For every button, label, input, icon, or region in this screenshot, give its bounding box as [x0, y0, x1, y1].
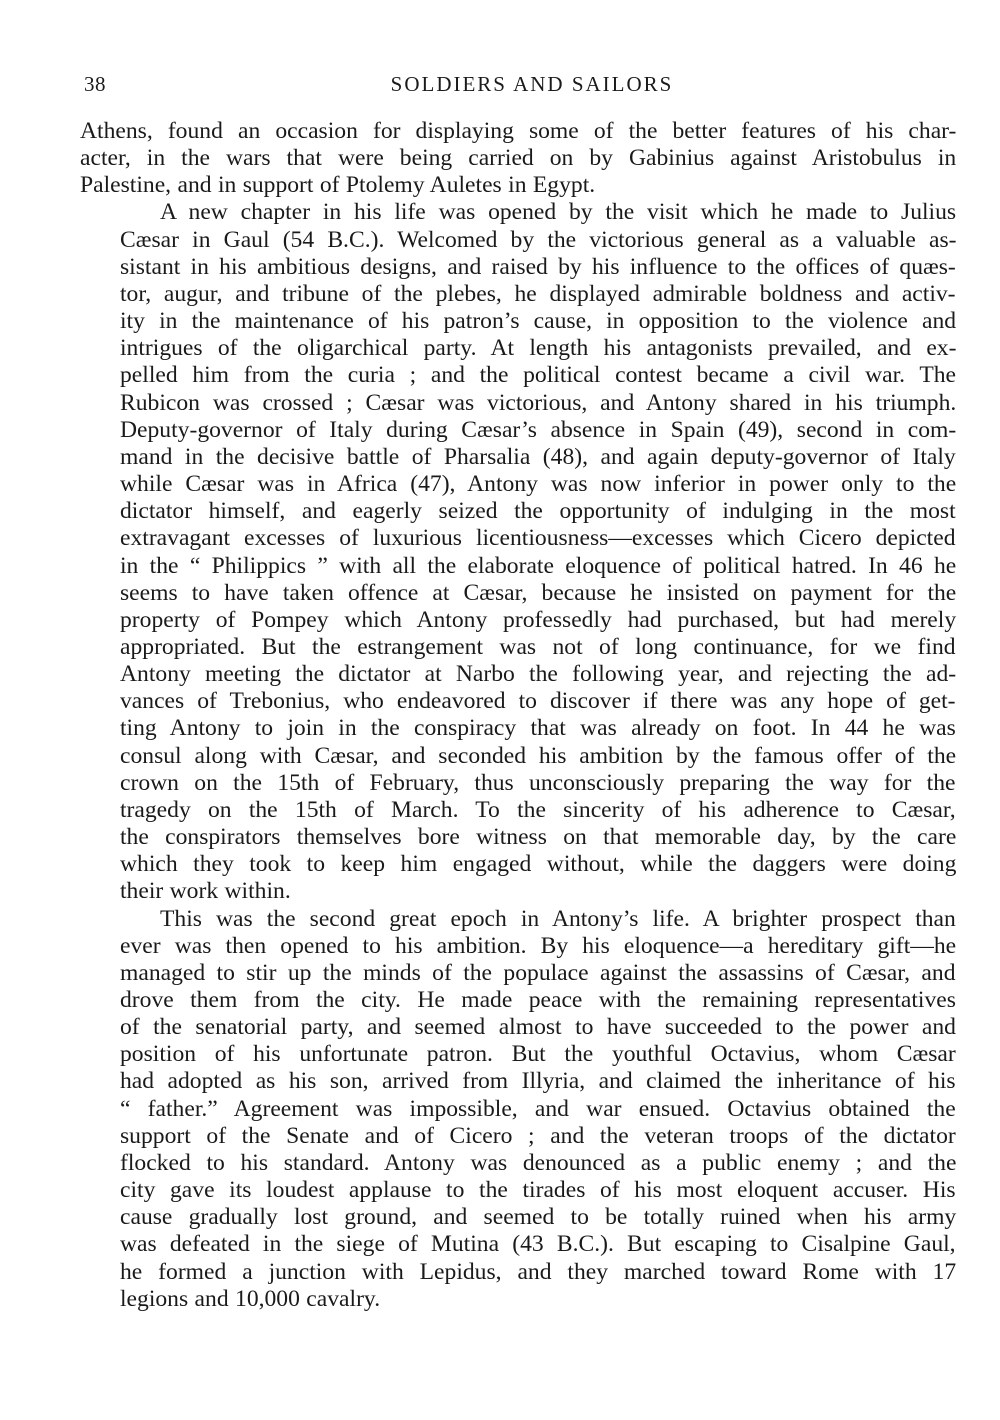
text-line: which they took to keep him engaged without, while the daggers were doing — [120, 851, 957, 878]
text-line: appropriated. But the estrangement was not of long continuance, for we find — [120, 633, 956, 660]
text-line: while Cæsar was in Africa (47), Antony was now inferior in power only to the — [120, 471, 957, 498]
text-line: tor, augur, and tribune of the plebes, he displayed admirable boldness and activ- — [120, 280, 956, 307]
text-line: mand in the decisive battle of Pharsalia (48), and again deputy-governor of Italy — [120, 443, 956, 470]
text-line: consul along with Cæsar, and seconded his ambition by the famous offer of the — [120, 742, 957, 769]
text-line: drove them from the city. He made peace with the remaining representatives — [120, 987, 956, 1013]
running-head — [84, 72, 956, 102]
text-line: of the senatorial party, and seemed almost to have succeeded to the power and — [120, 1014, 956, 1041]
text-line: city gave its loudest applause to the tirades of his most eloquent accuser. His — [120, 1177, 956, 1204]
text-line: legions and 10,000 cavalry. — [120, 1285, 381, 1312]
text-line: managed to stir up the minds of the populace against the assassins of Cæsar, and — [120, 959, 956, 986]
text-line: tragedy on the 15th of March. To the sincerity of his adherence to Cæsar, — [120, 796, 956, 823]
text-line: Rubicon was crossed ; Cæsar was victorious, and Antony shared in his triumph. — [120, 389, 957, 416]
text-line: ever was then opened to his ambition. By his eloquence—a hereditary gift—he — [120, 932, 957, 959]
text-line: crown on the 15th of February, thus unconsciously preparing the way for the — [120, 769, 956, 796]
text-line: the conspirators themselves bore witness on that memorable day, by the care — [120, 824, 957, 851]
text-line: cause gradually lost ground, and seemed to be totally ruined when his army — [120, 1204, 957, 1231]
text-line: Palestine, and in support of Ptolemy Auletes in Egypt. — [80, 172, 596, 199]
text-line: position of his unfortunate patron. But the youthful Octavius, whom Cæsar — [120, 1041, 956, 1068]
text-line: vances of Trebonius, who endeavored to discover if there was any hope of get- — [120, 688, 956, 715]
text-line: their work within. — [120, 878, 291, 905]
paragraph-2 — [80, 199, 956, 905]
text-line: seems to have taken offence at Cæsar, because he insisted on payment for the — [120, 579, 957, 606]
text-line: was defeated in the siege of Mutina (43 B.C.). But escaping to Cisalpine Gaul, — [120, 1231, 956, 1258]
text-line: support of the Senate and of Cicero ; and the veteran troops of the dictator — [120, 1122, 956, 1149]
text-line: ting Antony to join in the conspiracy that was already on foot. In 44 he was — [120, 715, 956, 742]
text-line: he formed a junction with Lepidus, and they marched toward Rome with 17 — [120, 1258, 957, 1285]
text-line: had adopted as his son, arrived from Illyria, and claimed the inheritance of his — [120, 1068, 956, 1095]
text-line: Deputy-governor of Italy during Cæsar’s absence in Spain (49), second in com- — [120, 416, 957, 443]
text-line: Cæsar in Gaul (54 B.C.). Welcomed by the victorious general as a valuable as- — [120, 226, 957, 253]
running-title: SOLDIERS AND SAILORS — [390, 72, 674, 96]
text-line: dictator himself, and eagerly seized the opportunity of indulging in the most — [120, 498, 956, 525]
text-line: “ father.” Agreement was impossible, and war ensued. Octavius obtained the — [120, 1095, 956, 1122]
text-line: pelled him from the curia ; and the political contest became a civil war. The — [120, 362, 957, 389]
text-line: acter, in the wars that were being carried on by Gabinius against Aristobulus in — [80, 145, 957, 172]
text-line: intrigues of the oligarchical party. At length his antagonists prevailed, and ex- — [120, 335, 957, 362]
text-line: Athens, found an occasion for displaying some of the better features of his char- — [80, 118, 957, 144]
text-line: This was the second great epoch in Antony’s life. A brighter prospect than — [160, 905, 956, 932]
text-line: ity in the maintenance of his patron’s cause, in opposition to the violence and — [120, 308, 957, 335]
text-line: extravagant excesses of luxurious licentiousness—excesses which Cicero depicted — [120, 525, 956, 552]
body-text — [80, 118, 956, 1313]
paragraph-3 — [80, 906, 956, 1313]
text-line: property of Pompey which Antony professedly had purchased, but had merely — [120, 606, 957, 633]
text-line: sistant in his ambitious designs, and raised by his influence to the offices of quæs- — [120, 253, 956, 280]
text-line: flocked to his standard. Antony was denounced as a public enemy ; and the — [120, 1149, 957, 1176]
paragraph-1 — [80, 118, 956, 199]
text-line: A new chapter in his life was opened by the visit which he made to Julius — [160, 199, 957, 226]
text-line: in the “ Philippics ” with all the elaborate eloquence of political hatred. In 46 he — [120, 552, 957, 579]
text-line: Antony meeting the dictator at Narbo the following year, and rejecting the ad- — [120, 661, 957, 688]
page-number: 38 — [84, 72, 106, 96]
